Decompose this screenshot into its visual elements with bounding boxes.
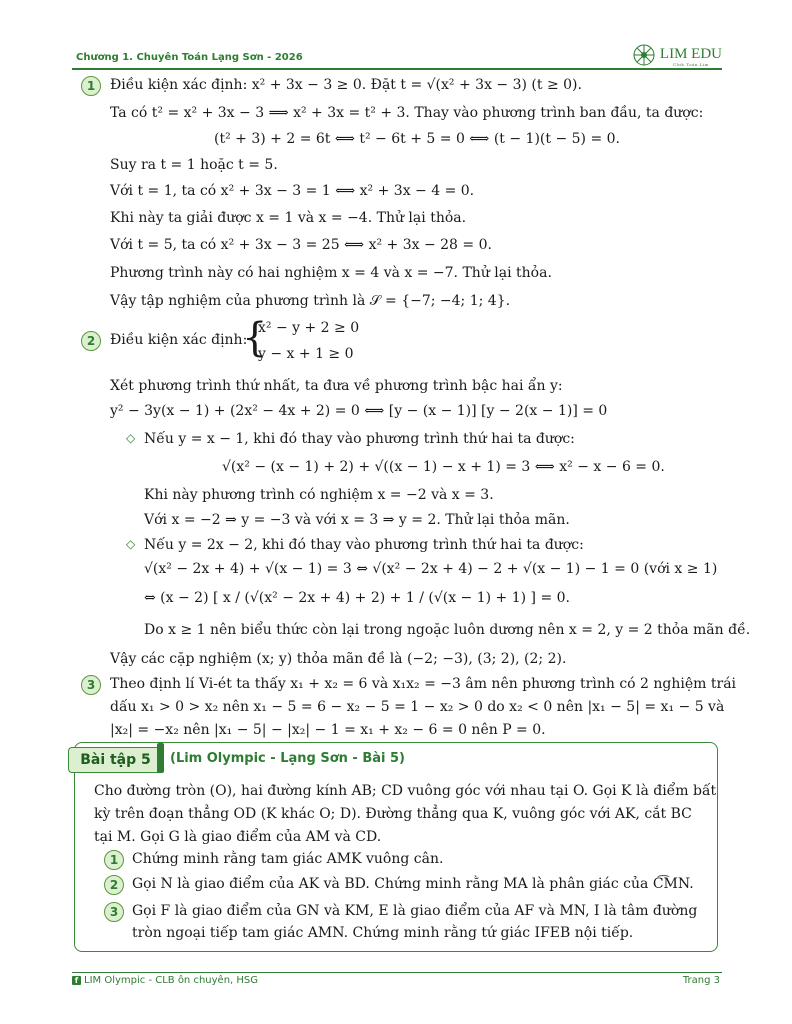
question-2: Gọi N là giao điểm của AK và BD. Chứng minh rằng MA là phân giác của C͡MN. <box>132 876 694 892</box>
p1-line-5: Với t = 1, ta có x² + 3x − 3 = 1 ⟺ x² + 3x − 4 = 0. <box>110 183 475 199</box>
p3-line-3: |x₂| = −x₂ nên |x₁ − 5| − |x₂| − 1 = x₁ + x₂ − 6 = 0 nên P = 0. <box>110 722 546 738</box>
p2-case1-line-1: Nếu y = x − 1, khi đó thay vào phương trình thứ hai ta được: <box>144 431 575 447</box>
ex-para-line-1: Cho đường tròn (O), hai đường kính AB; CD vuông góc với nhau tại O. Gọi K là điểm bất <box>94 783 717 799</box>
page-number: Trang 3 <box>682 975 720 986</box>
p1-line-4: Suy ra t = 1 hoặc t = 5. <box>110 157 278 173</box>
chapter-title: Chương 1. Chuyên Toán Lạng Sơn - 2026 <box>76 52 303 63</box>
p2-case1-line-4: Với x = −2 ⇒ y = −3 và với x = 3 ⇒ y = 2. Thử lại thỏa mãn. <box>144 512 570 528</box>
question-1-badge: 1 <box>104 850 124 870</box>
p1-line-2: Ta có t² = x² + 3x − 3 ⟹ x² + 3x = t² + 3. Thay vào phương trình ban đầu, ta được: <box>110 105 704 121</box>
logo-text: LIM EDU <box>659 46 722 62</box>
p2-case1-line-2: √(x² − (x − 1) + 2) + √((x − 1) − x + 1) = 3 ⟺ x² − x − 6 = 0. <box>222 459 665 475</box>
tree-logo-icon <box>632 43 656 67</box>
diamond-bullet-icon: ◇ <box>126 537 136 551</box>
p2-case1-line-3: Khi này phương trình có nghiệm x = −2 và x = 3. <box>144 487 494 503</box>
p2-case2-line-2: √(x² − 2x + 4) + √(x − 1) = 3 ⇔ √(x² − 2x + 4) − 2 + √(x − 1) − 1 = 0 (với x ≥ 1) <box>144 561 718 577</box>
facebook-icon: f <box>72 976 81 985</box>
part-2-badge: 2 <box>81 331 101 351</box>
question-3-line-2: tròn ngoại tiếp tam giác AMN. Chứng minh rằng tứ giác IFEB nội tiếp. <box>132 925 634 941</box>
exercise-title: (Lim Olympic - Lạng Sơn - Bài 5) <box>170 751 405 766</box>
p2-case2-line-3: ⇔ (x − 2) [ x / (√(x² − 2x + 4) + 2) + 1 / (√(x − 1) + 1) ] = 0. <box>144 590 570 606</box>
question-3-badge: 3 <box>104 902 124 922</box>
footer-left-text: LIM Olympic - CLB ôn chuyên, HSG <box>84 975 259 986</box>
p2-case2-line-4: Do x ≥ 1 nên biểu thức còn lại trong ngoặc luôn dương nên x = 2, y = 2 thỏa mãn đề. <box>144 622 751 638</box>
exercise-tag-bar <box>157 743 164 773</box>
question-3-line-1: Gọi F là giao điểm của GN và KM, E là giao điểm của AF và MN, I là tâm đường <box>132 903 698 919</box>
question-1: Chứng minh rằng tam giác AMK vuông cân. <box>132 851 444 867</box>
exercise-box <box>74 742 718 952</box>
logo <box>632 43 722 67</box>
p1-line-8: Phương trình này có hai nghiệm x = 4 và x = −7. Thử lại thỏa. <box>110 265 552 281</box>
p2-system-2: y − x + 1 ≥ 0 <box>258 346 354 362</box>
part-3-badge: 3 <box>81 675 101 695</box>
p1-line-1: Điều kiện xác định: x² + 3x − 3 ≥ 0. Đặt t = √(x² + 3x − 3) (t ≥ 0). <box>110 77 582 93</box>
p2-line-1: Điều kiện xác định: <box>110 332 248 348</box>
p2-line-2: Xét phương trình thứ nhất, ta đưa về phương trình bậc hai ẩn y: <box>110 378 563 394</box>
part-1-badge: 1 <box>81 76 101 96</box>
p1-line-7: Với t = 5, ta có x² + 3x − 3 = 25 ⟺ x² + 3x − 28 = 0. <box>110 237 492 253</box>
footer-source <box>72 975 258 986</box>
p2-system-1: x² − y + 2 ≥ 0 <box>258 320 360 336</box>
p3-line-2: dấu x₁ > 0 > x₂ nên x₁ − 5 = 6 − x₂ − 5 = 1 − x₂ > 0 do x₂ < 0 nên |x₁ − 5| = x₁ − 5 và <box>110 699 725 715</box>
header-divider <box>72 68 722 70</box>
p2-line-4: Vậy các cặp nghiệm (x; y) thỏa mãn đề là (−2; −3), (3; 2), (2; 2). <box>110 651 567 667</box>
ex-para-line-3: tại M. Gọi G là giao điểm của AM và CD. <box>94 829 382 845</box>
diamond-bullet-icon: ◇ <box>126 431 136 445</box>
footer-divider <box>72 972 722 973</box>
system-brace: { <box>242 315 268 361</box>
p1-line-6: Khi này ta giải được x = 1 và x = −4. Thử lại thỏa. <box>110 210 467 226</box>
p1-line-9: Vậy tập nghiệm của phương trình là 𝒮 = {−7; −4; 1; 4}. <box>110 293 511 309</box>
ex-para-line-2: kỳ trên đoạn thẳng OD (K khác O; D). Đường thẳng qua K, vuông góc với AK, cắt BC <box>94 806 692 822</box>
p2-line-3: y² − 3y(x − 1) + (2x² − 4x + 2) = 0 ⟺ [y − (x − 1)] [y − 2(x − 1)] = 0 <box>110 403 608 419</box>
p1-line-3: (t² + 3) + 2 = 6t ⟺ t² − 6t + 5 = 0 ⟺ (t − 1)(t − 5) = 0. <box>214 131 620 147</box>
question-2-badge: 2 <box>104 875 124 895</box>
logo-subtext: Club Toán Lim <box>672 62 709 67</box>
exercise-tag: Bài tập 5 <box>68 747 163 773</box>
p3-line-1: Theo định lí Vi-ét ta thấy x₁ + x₂ = 6 và x₁x₂ = −3 âm nên phương trình có 2 nghiệm trái <box>110 676 737 692</box>
p2-case2-line-1: Nếu y = 2x − 2, khi đó thay vào phương trình thứ hai ta được: <box>144 537 584 553</box>
